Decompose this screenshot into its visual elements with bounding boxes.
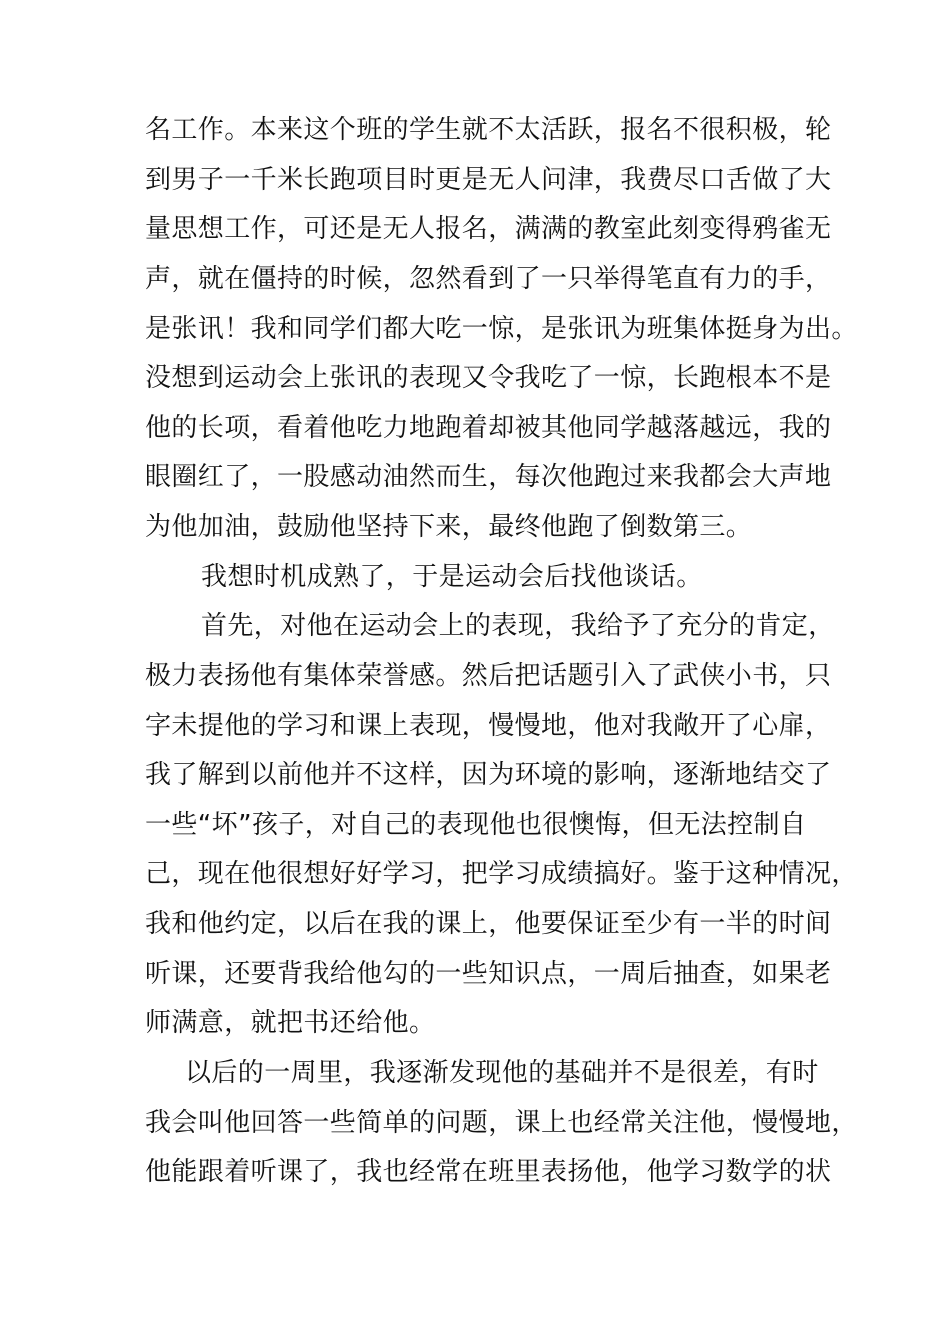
- paragraph-first-line: 以后的一周里，我逐渐发现他的基础并不是很差，有时: [185, 1058, 819, 1088]
- text-line: 他的长项，看着他吃力地跑着却被其他同学越落越远，我的: [145, 413, 832, 443]
- text-line: 为他加油，鼓励他坚持下来，最终他跑了倒数第三。: [145, 512, 753, 542]
- text-line: 一些“坏”孩子，对自己的表现他也很懊悔，但无法控制自: [145, 810, 807, 840]
- text-line: 到男子一千米长跑项目时更是无人问津，我费尽口舌做了大: [145, 165, 832, 195]
- text-line: 师满意，就把书还给他。: [145, 1008, 436, 1038]
- text-line: 己，现在他很想好好学习，把学习成绩搞好。鉴于这种情况，: [145, 859, 858, 889]
- paragraph-first-line: 我想时机成熟了，于是运动会后找他谈话。: [201, 562, 703, 592]
- text-line: 是张讯！我和同学们都大吃一惊，是张讯为班集体挺身为出。: [145, 314, 858, 344]
- text-line: 他能跟着听课了，我也经常在班里表扬他，他学习数学的状: [145, 1157, 832, 1187]
- text-line: 听课，还要背我给他勾的一些知识点，一周后抽查，如果老: [145, 959, 832, 989]
- text-line: 我和他约定，以后在我的课上，他要保证至少有一半的时间: [145, 909, 832, 939]
- text-line: 没想到运动会上张讯的表现又令我吃了一惊，长跑根本不是: [145, 363, 832, 393]
- text-line: 名工作。本来这个班的学生就不太活跃，报名不很积极，轮: [145, 115, 832, 145]
- text-line: 量思想工作，可还是无人报名，满满的教室此刻变得鸦雀无: [145, 214, 832, 244]
- text-line: 字未提他的学习和课上表现，慢慢地，他对我敞开了心扉，: [145, 711, 832, 741]
- text-line: 我了解到以前他并不这样，因为环境的影响，逐渐地结交了: [145, 760, 832, 790]
- paragraph-first-line: 首先，对他在运动会上的表现，我给予了充分的肯定，: [201, 611, 835, 641]
- text-line: 我会叫他回答一些简单的问题，课上也经常关注他，慢慢地，: [145, 1108, 858, 1138]
- text-line: 声，就在僵持的时候，忽然看到了一只举得笔直有力的手，: [145, 264, 832, 294]
- text-line: 极力表扬他有集体荣誉感。然后把话题引入了武侠小书，只: [145, 661, 832, 691]
- text-line: 眼圈红了，一股感动油然而生，每次他跑过来我都会大声地: [145, 462, 832, 492]
